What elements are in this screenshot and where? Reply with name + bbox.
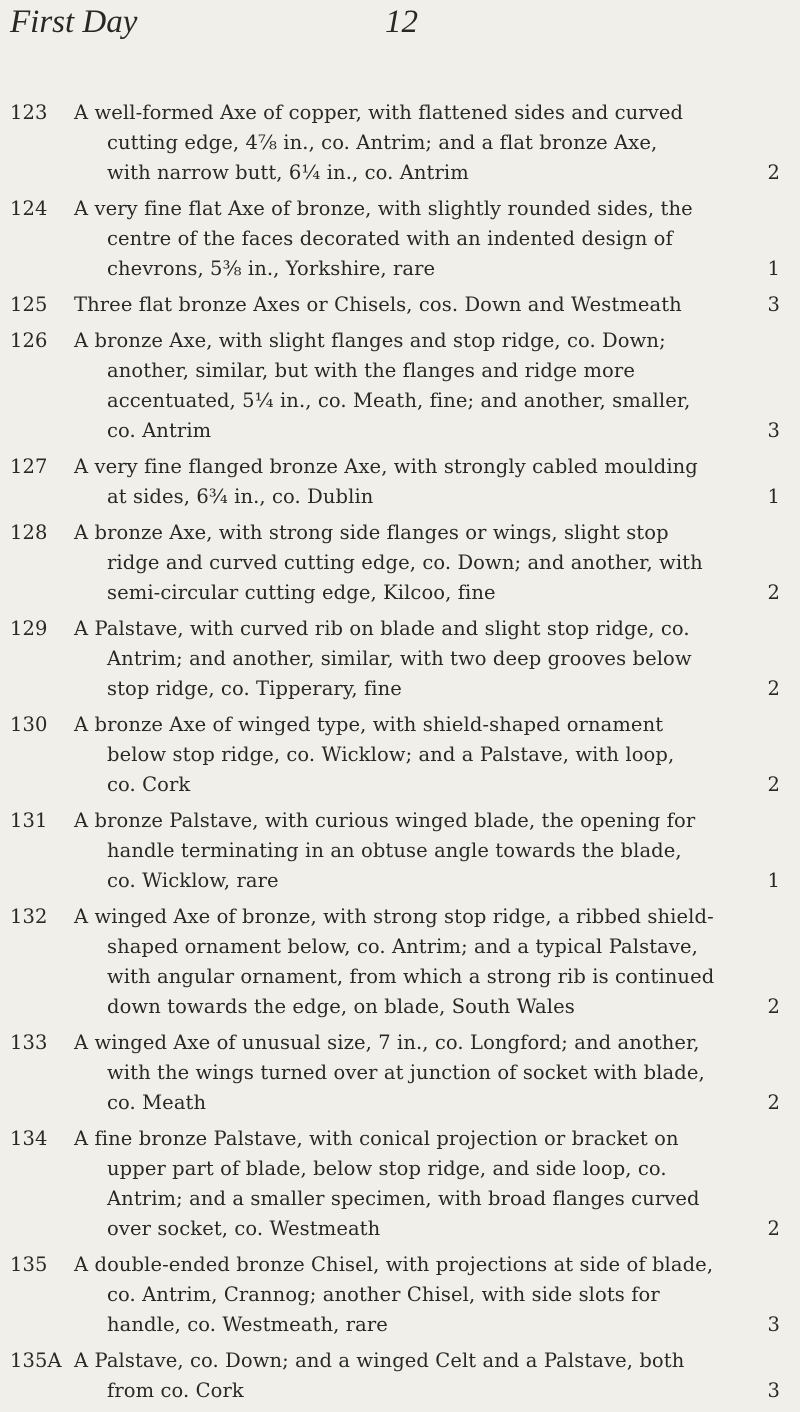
lot-quantity: 2	[767, 677, 780, 700]
lot-description-line	[107, 866, 780, 896]
lot-description-line	[107, 836, 780, 866]
lot-description-text: down towards the edge, on blade, South Wales	[107, 995, 575, 1018]
lot-quantity: 1	[767, 257, 780, 280]
lot-number: 131	[10, 809, 48, 832]
lot-description-text: A very fine flanged bronze Axe, with strongly cabled moulding	[74, 455, 698, 478]
lot-description-text: handle, co. Westmeath, rare	[107, 1313, 388, 1336]
lot-list	[0, 98, 800, 1412]
lot-entry	[0, 194, 800, 284]
lot-description-text: Antrim; and a smaller specimen, with broad flanges curved	[107, 1187, 700, 1210]
lot-description-text: shaped ornament below, co. Antrim; and a typical Palstave,	[107, 935, 698, 958]
lot-description-text: at sides, 6¾ in., co. Dublin	[107, 485, 374, 508]
lot-description-line	[107, 386, 780, 416]
lot-quantity: 3	[767, 293, 780, 316]
lot-description-text: Three flat bronze Axes or Chisels, cos. Down and Westmeath	[74, 293, 682, 316]
lot-description-text: A bronze Axe, with strong side flanges or wings, slight stop	[74, 521, 669, 544]
lot-description-line	[107, 356, 780, 386]
lot-description-line	[107, 548, 780, 578]
lot-quantity: 2	[767, 1217, 780, 1240]
lot-description-line	[107, 1310, 780, 1340]
lot-description-line	[107, 740, 780, 770]
lot-description-line	[107, 932, 780, 962]
page-header	[10, 4, 780, 40]
lot-description-text: co. Meath	[107, 1091, 207, 1114]
lot-entry	[0, 1028, 800, 1118]
lot-quantity: 2	[767, 1091, 780, 1114]
lot-quantity: 2	[767, 773, 780, 796]
lot-quantity: 3	[767, 419, 780, 442]
lot-description-text: chevrons, 5⅜ in., Yorkshire, rare	[107, 257, 436, 280]
lot-description-line	[74, 452, 780, 482]
lot-description-line	[74, 1028, 780, 1058]
lot-description-line	[107, 962, 780, 992]
lot-number: 129	[10, 617, 48, 640]
lot-description-line	[107, 482, 780, 512]
lot-description-line	[74, 326, 780, 356]
lot-description-text: A fine bronze Palstave, with conical projection or bracket on	[74, 1127, 679, 1150]
lot-number: 132	[10, 905, 48, 928]
lot-entry	[0, 806, 800, 896]
lot-description-text: accentuated, 5¼ in., co. Meath, fine; and another, smaller,	[107, 389, 691, 412]
lot-quantity: 2	[767, 161, 780, 184]
lot-description-text: stop ridge, co. Tipperary, fine	[107, 677, 402, 700]
lot-description-line	[74, 194, 780, 224]
lot-description-line	[74, 1346, 780, 1376]
lot-number: 127	[10, 455, 48, 478]
lot-description-text: A well-formed Axe of copper, with flattened sides and curved	[74, 101, 684, 124]
lot-description-line	[107, 1214, 780, 1244]
lot-description-line	[107, 1280, 780, 1310]
lot-quantity: 3	[767, 1313, 780, 1336]
lot-description-text: semi-circular cutting edge, Kilcoo, fine	[107, 581, 496, 604]
lot-entry	[0, 1124, 800, 1244]
lot-entry	[0, 290, 800, 320]
lot-description-line	[107, 1154, 780, 1184]
lot-description-text: ridge and curved cutting edge, co. Down; and another, with	[107, 551, 703, 574]
lot-number: 134	[10, 1127, 48, 1150]
lot-quantity: 2	[767, 581, 780, 604]
lot-description-text: A bronze Axe of winged type, with shield-shaped ornament	[74, 713, 664, 736]
lot-entry	[0, 98, 800, 188]
lot-description-line	[107, 224, 780, 254]
lot-quantity: 1	[767, 869, 780, 892]
lot-number: 133	[10, 1031, 48, 1054]
lot-number: 123	[10, 101, 48, 124]
lot-description-text: A double-ended bronze Chisel, with projections at side of blade,	[74, 1253, 714, 1276]
lot-entry	[0, 1250, 800, 1340]
lot-description-text: co. Antrim	[107, 419, 212, 442]
lot-description-text: Antrim; and another, similar, with two deep grooves below	[107, 647, 692, 670]
lot-number: 126	[10, 329, 48, 352]
lot-entry	[0, 710, 800, 800]
lot-description-text: co. Wicklow, rare	[107, 869, 279, 892]
lot-quantity: 2	[767, 995, 780, 1018]
lot-description-line	[107, 674, 780, 704]
lot-entry	[0, 614, 800, 704]
lot-description-line	[107, 158, 780, 188]
lot-description-text: A very fine flat Axe of bronze, with slightly rounded sides, the	[74, 197, 693, 220]
lot-description-text: another, similar, but with the flanges and ridge more	[107, 359, 635, 382]
lot-description-line	[74, 1124, 780, 1154]
lot-description-line	[74, 290, 780, 320]
lot-entry	[0, 1346, 800, 1406]
lot-description-line	[74, 1250, 780, 1280]
lot-description-text: over socket, co. Westmeath	[107, 1217, 381, 1240]
lot-number: 124	[10, 197, 48, 220]
lot-number: 135	[10, 1253, 48, 1276]
lot-number: 135A	[10, 1349, 62, 1372]
lot-description-text: A winged Axe of unusual size, 7 in., co. Longford; and another,	[74, 1031, 700, 1054]
lot-number: 130	[10, 713, 48, 736]
lot-description-text: below stop ridge, co. Wicklow; and a Palstave, with loop,	[107, 743, 675, 766]
lot-description-line	[107, 416, 780, 446]
lot-description-text: co. Cork	[107, 773, 191, 796]
lot-description-line	[107, 1058, 780, 1088]
lot-description-text: A Palstave, with curved rib on blade and slight stop ridge, co.	[74, 617, 690, 640]
lot-description-text: from co. Cork	[107, 1379, 244, 1402]
lot-description-text: A winged Axe of bronze, with strong stop ridge, a ribbed shield-	[74, 905, 714, 928]
lot-description-line	[107, 770, 780, 800]
lot-description-text: with narrow butt, 6¼ in., co. Antrim	[107, 161, 469, 184]
lot-description-line	[107, 1184, 780, 1214]
lot-description-text: with angular ornament, from which a strong rib is continued	[107, 965, 715, 988]
lot-description-line	[107, 644, 780, 674]
lot-description-line	[107, 1088, 780, 1118]
lot-description-line	[107, 992, 780, 1022]
lot-quantity: 3	[767, 1379, 780, 1402]
lot-quantity: 1	[767, 485, 780, 508]
lot-number: 128	[10, 521, 48, 544]
lot-description-line	[107, 254, 780, 284]
lot-description-text: A bronze Axe, with slight flanges and stop ridge, co. Down;	[74, 329, 666, 352]
running-head-title: First Day	[10, 4, 138, 40]
lot-description-line	[74, 806, 780, 836]
lot-description-line	[74, 518, 780, 548]
lot-description-line	[74, 710, 780, 740]
lot-description-line	[74, 902, 780, 932]
lot-description-line	[107, 578, 780, 608]
lot-number: 125	[10, 293, 48, 316]
lot-entry	[0, 518, 800, 608]
page-number: 12	[385, 4, 418, 40]
lot-description-text: A bronze Palstave, with curious winged blade, the opening for	[74, 809, 696, 832]
lot-description-text: co. Antrim, Crannog; another Chisel, with side slots for	[107, 1283, 660, 1306]
lot-description-line	[107, 1376, 780, 1406]
lot-entry	[0, 902, 800, 1022]
lot-description-text: handle terminating in an obtuse angle towards the blade,	[107, 839, 682, 862]
lot-description-text: cutting edge, 4⅞ in., co. Antrim; and a flat bronze Axe,	[107, 131, 658, 154]
lot-description-line	[107, 128, 780, 158]
lot-entry	[0, 326, 800, 446]
lot-description-text: A Palstave, co. Down; and a winged Celt and a Palstave, both	[74, 1349, 685, 1372]
lot-description-text: upper part of blade, below stop ridge, and side loop, co.	[107, 1157, 667, 1180]
lot-entry	[0, 452, 800, 512]
lot-description-text: with the wings turned over at junction of socket with blade,	[107, 1061, 705, 1084]
lot-description-text: centre of the faces decorated with an indented design of	[107, 227, 673, 250]
lot-description-line	[74, 98, 780, 128]
lot-description-line	[74, 614, 780, 644]
